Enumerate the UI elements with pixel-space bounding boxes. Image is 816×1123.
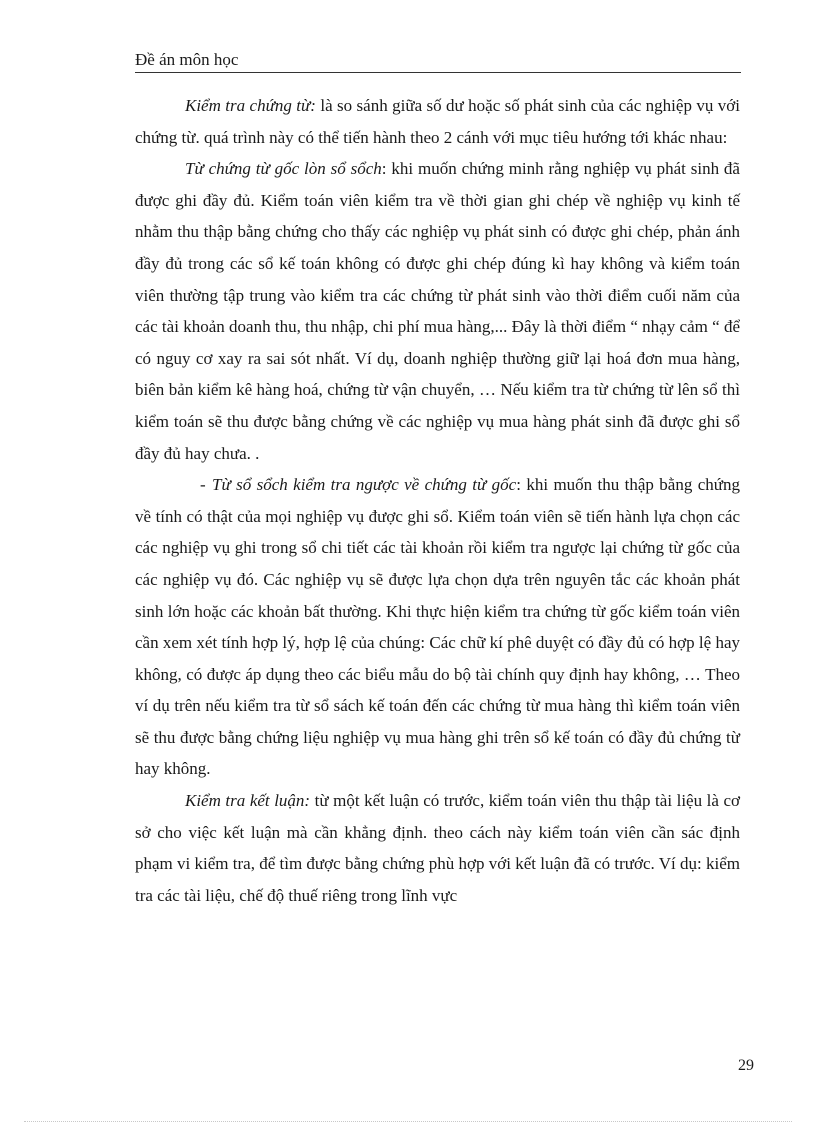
paragraph-lead-term: Kiểm tra chứng từ: — [185, 96, 316, 115]
paragraph-document-check — [135, 90, 740, 153]
paragraph-text: : khi muốn chứng minh rằng nghiệp vụ phát sinh đã được ghi đầy đủ. Kiểm toán viên kiểm tra về thời gian ghi chép về nghiệp vụ kinh tế nhằm thu thập bằng chứng cho thấy các nghiệp vụ phát sinh có được ghi chép, phản ánh đầy đủ trong các sổ kế toán không có được ghi chép đúng kì hay không và kiểm toán viên thường tập trung vào kiểm tra các chứng từ phát sinh vào thời điểm cuối năm của các tài khoản doanh thu, thu nhập, chi phí mua hàng,... Đây là thời điểm “ nhạy cảm “ để có nguy cơ xay ra sai sót nhất. Ví dụ, doanh nghiệp thường giữ lại hoá đơn mua hàng, biên bản kiểm kê hàng hoá, chứng từ vận chuyển, … Nếu kiểm tra từ chứng từ lên sổ thì kiểm toán sẽ thu được bằng chứng về các nghiệp vụ mua hàng phát sinh đã được ghi sổ đầy đủ hay chưa. . — [135, 159, 740, 463]
page-header — [135, 50, 741, 73]
document-header-title: Đề án môn học — [135, 50, 239, 69]
paragraph-lead-term: Từ chứng từ gốc lòn sổ sổch — [185, 159, 382, 179]
paragraph-voucher-to-ledger — [135, 153, 740, 469]
paragraph-text: : khi muốn thu thập bằng chứng về tính có thật của mọi nghiệp vụ được ghi sổ. Kiểm toán viên sẽ tiến hành lựa chọn các các nghiệp vụ ghi trong sổ chi tiết các tài khoản rồi kiểm tra ngược lại chứng từ gốc của các nghiệp vụ đó. Các nghiệp vụ sẽ được lựa chọn dựa trên nguyên tắc các khoản phát sinh lớn hoặc các khoản bất thường. Khi thực hiện kiểm tra chứng từ gốc kiểm toán viên cần xem xét tính hợp lý, hợp lệ của chúng: Các chữ kí phê duyệt có đầy đủ có hợp lệ hay không, có được áp dụng theo các biểu mẫu do bộ tài chính quy định hay không, … Theo ví dụ trên nếu kiểm tra từ sổ sách kế toán đến các chứng từ mua hàng thì kiểm toán viên sẽ thu được bằng chứng liệu nghiệp vụ mua hàng ghi trên sổ kế toán có đầy đủ chứng từ hay không. — [135, 475, 741, 779]
paragraph-conclusion-check — [135, 785, 740, 911]
paragraph-lead-term: Kiểm tra kết luận: — [185, 791, 311, 811]
paragraph-text: từ một kết luận có trước, kiểm toán viên thu thập tài liệu là cơ sở cho việc kết luận mà cần khẳng định. theo cách này kiểm toán viên cần sác định phạm vi kiểm tra, để tìm được bằng chứng phù hợp với kết luận đã có trước. Ví dụ: kiểm tra các tài liệu, chế độ thuế riêng trong lĩnh vực — [135, 791, 740, 905]
document-body — [135, 90, 740, 911]
page-number: 29 — [738, 1057, 754, 1074]
paragraph-ledger-to-voucher — [135, 469, 740, 785]
paragraph-lead-term: Từ sổ sổch kiểm tra ngược về chứng từ gốc — [212, 475, 517, 495]
paragraph-text: là so sánh giữa số dư hoặc số phát sinh của các nghiệp vụ với chứng từ. quá trình này có thể tiến hành theo 2 cánh với mục tiêu hướng tới khác nhau: — [135, 96, 740, 147]
page-bottom-divider — [24, 1121, 792, 1122]
list-dash: - — [200, 475, 206, 495]
